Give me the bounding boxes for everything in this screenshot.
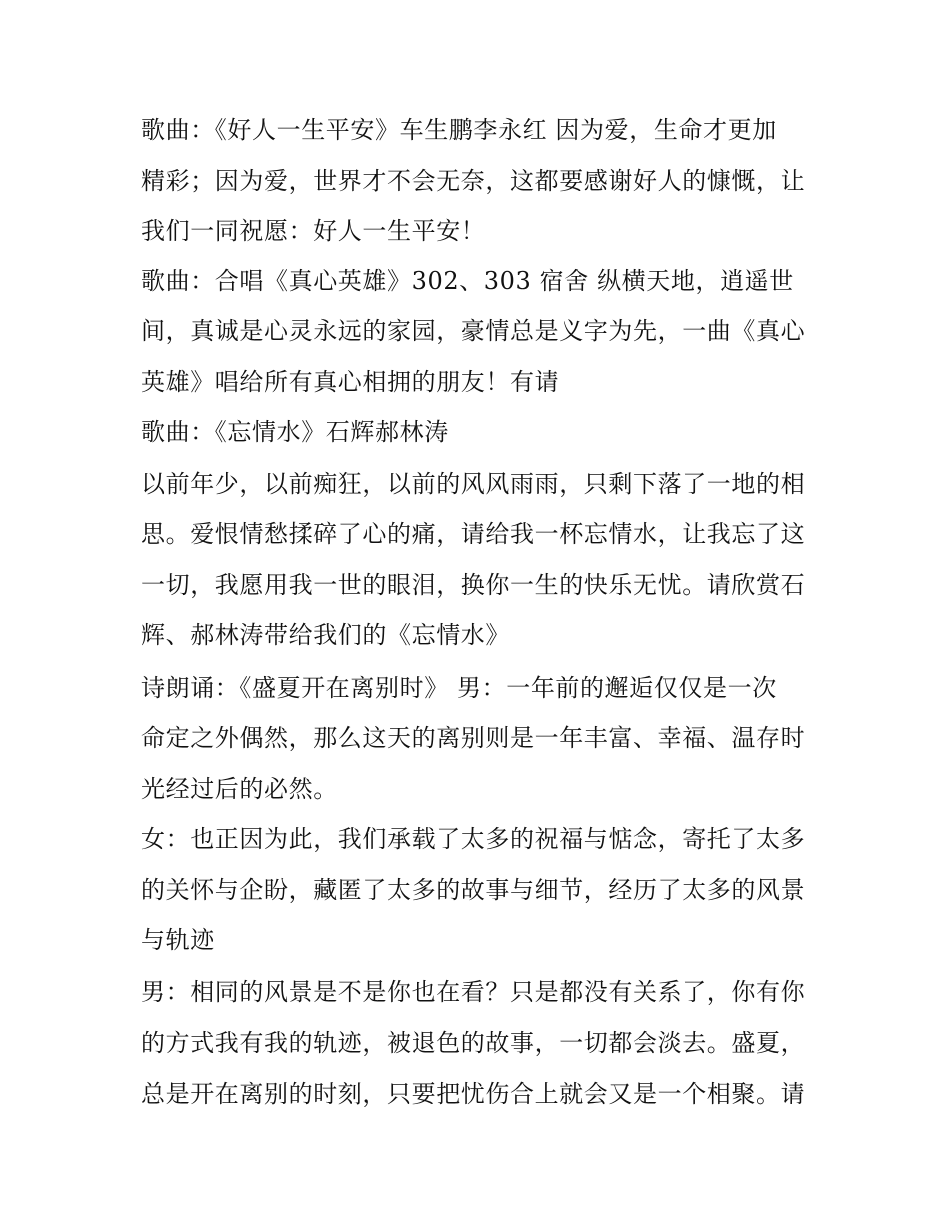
text-line: 总是开在离别的时刻，只要把忧伤合上就会又是一个相聚。请 bbox=[141, 1080, 806, 1108]
text-line: 歌曲：合唱《真心英雄》302、303 宿舍 纵横天地，逍遥世 bbox=[141, 267, 794, 295]
text-line: 的关怀与企盼，藏匿了太多的故事与细节，经历了太多的风景 bbox=[141, 876, 806, 904]
text-line: 的方式我有我的轨迹，被退色的故事，一切都会淡去。盛夏， bbox=[141, 1029, 806, 1057]
text-line: 女：也正因为此，我们承载了太多的祝福与惦念，寄托了太多 bbox=[141, 825, 806, 853]
text-line: 歌曲：《好人一生平安》车生鹏李永红 因为爱，生命才更加 bbox=[141, 116, 777, 144]
text-line: 思。爱恨情愁揉碎了心的痛，请给我一杯忘情水，让我忘了这 bbox=[141, 520, 806, 548]
text-line: 英雄》唱给所有真心相拥的朋友！有请 bbox=[141, 368, 560, 396]
text-line: 命定之外偶然，那么这天的离别则是一年丰富、幸福、温存时 bbox=[141, 724, 806, 752]
text-line: 辉、郝林涛带给我们的《忘情水》 bbox=[141, 621, 510, 649]
text-line: 我们一同祝愿：好人一生平安！ bbox=[141, 217, 486, 245]
text-line: 光经过后的必然。 bbox=[141, 775, 338, 803]
text-line: 以前年少，以前痴狂，以前的风风雨雨，只剩下落了一地的相 bbox=[141, 470, 806, 498]
text-line: 男：相同的风景是不是你也在看？只是都没有关系了，你有你 bbox=[141, 978, 806, 1006]
text-line: 与轨迹 bbox=[141, 926, 215, 954]
text-line: 间，真诚是心灵永远的家园，豪情总是义字为先，一曲《真心 bbox=[141, 317, 806, 345]
text-line: 诗朗诵：《盛夏开在离别时》 男：一年前的邂逅仅仅是一次 bbox=[141, 674, 777, 702]
text-line: 歌曲：《忘情水》石辉郝林涛 bbox=[141, 418, 449, 446]
text-line: 精彩；因为爱，世界才不会无奈，这都要感谢好人的慷慨，让 bbox=[141, 167, 806, 195]
text-line: 一切，我愿用我一世的眼泪，换你一生的快乐无忧。请欣赏石 bbox=[141, 571, 806, 599]
